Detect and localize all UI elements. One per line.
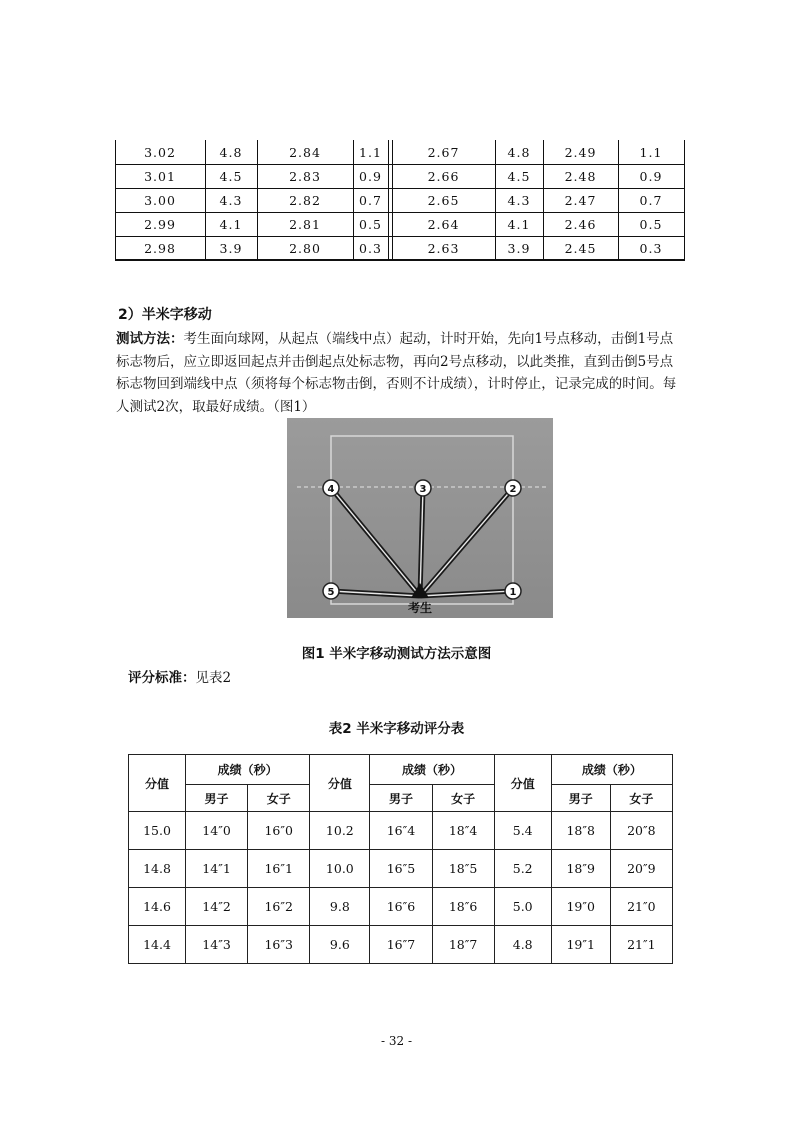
table-row (115, 188, 685, 212)
top-score-table (115, 140, 685, 260)
table-cell: 19″0 (551, 888, 610, 926)
table-cell: 4.5 (219, 169, 243, 184)
figure-caption: 图1 半米字移动测试方法示意图 (301, 646, 492, 662)
scoring-text: 见表2 (195, 670, 232, 686)
header-male: 男子 (185, 785, 247, 812)
table-cell: 14.6 (129, 888, 186, 926)
table-cell: 0.5 (359, 217, 382, 232)
page-number: - 32 - (380, 1034, 412, 1048)
table-row (129, 926, 673, 964)
table-cell: 5.0 (494, 888, 551, 926)
header-female: 女子 (248, 785, 310, 812)
movement-diagram (287, 418, 553, 618)
test-method-text: 考生面向球网，从起点（端线中点）起动，计时开始，先向1号点移动，击倒1号点标志物后，应立即返回起点并击倒起点处标志物，再向2号点移动，以此类推，直到击倒5号点标志物回到端线中点（须将每个标志物击倒，否则不计成绩），计时停止，记录完成的时间。每人测试2次，取最好成绩。（图1） (116, 331, 677, 415)
table-cell: 1.1 (359, 145, 382, 160)
table-cell: 14.4 (129, 926, 186, 964)
header-score: 分值 (494, 755, 551, 812)
subheader-row (129, 785, 673, 812)
header-score: 分值 (129, 755, 186, 812)
point-4-label: 4 (327, 484, 335, 495)
table-cell: 2.45 (564, 241, 597, 256)
table-cell: 0.9 (639, 169, 663, 184)
point-5-marker (323, 583, 339, 599)
table-cell: 2.46 (564, 217, 597, 232)
table-cell: 16″0 (248, 812, 310, 850)
point-4-marker (323, 480, 339, 496)
start-label: 考生 (407, 601, 433, 615)
table-cell: 2.99 (144, 217, 176, 232)
table-cell: 2.64 (427, 217, 460, 232)
scoring-label: 评分标准： (128, 670, 196, 686)
header-male: 男子 (551, 785, 610, 812)
test-method-paragraph (116, 328, 686, 418)
table-cell: 20″8 (610, 812, 672, 850)
table-cell: 3.00 (144, 193, 176, 208)
table-cell: 14″3 (185, 926, 247, 964)
point-3-label: 3 (419, 484, 427, 495)
table-cell: 4.8 (507, 145, 531, 160)
table-cell: 19″1 (551, 926, 610, 964)
point-3-marker (415, 480, 431, 496)
table-cell: 4.3 (219, 193, 243, 208)
table-cell: 4.3 (507, 193, 531, 208)
table-cell: 5.4 (494, 812, 551, 850)
table-cell: 2.48 (564, 169, 597, 184)
scoring-standard (128, 666, 231, 686)
table-cell: 0.3 (359, 241, 382, 256)
table-cell: 16″4 (370, 812, 432, 850)
test-method-label: 测试方法： (116, 331, 184, 347)
score-table (128, 754, 673, 964)
table-cell: 10.0 (310, 850, 370, 888)
table-row (129, 888, 673, 926)
table-cell: 14.8 (129, 850, 186, 888)
table-cell: 18″7 (432, 926, 494, 964)
table-cell: 2.83 (289, 169, 321, 184)
table-cell: 0.7 (639, 193, 663, 208)
table-cell: 4.1 (219, 217, 243, 232)
table-row (129, 812, 673, 850)
table-title: 表2 半米字移动评分表 (328, 721, 465, 737)
table-cell: 3.02 (144, 145, 176, 160)
table-cell: 4.8 (494, 926, 551, 964)
point-5-label: 5 (327, 587, 335, 598)
table-cell: 9.8 (310, 888, 370, 926)
table-cell: 18″5 (432, 850, 494, 888)
table-cell: 2.81 (289, 217, 321, 232)
table-cell: 21″0 (610, 888, 672, 926)
table-cell: 2.63 (427, 241, 460, 256)
table-cell: 14″0 (185, 812, 247, 850)
table-cell: 0.9 (359, 169, 382, 184)
table-cell: 2.98 (144, 241, 176, 256)
table-cell: 2.84 (289, 145, 321, 160)
table-cell: 3.9 (507, 241, 531, 256)
header-male: 男子 (370, 785, 432, 812)
header-result: 成绩（秒） (551, 755, 672, 785)
table-cell: 2.80 (289, 241, 321, 256)
table-cell: 5.2 (494, 850, 551, 888)
table-cell: 2.49 (564, 145, 597, 160)
table-cell: 18″6 (432, 888, 494, 926)
table-cell: 0.5 (639, 217, 663, 232)
table-cell: 0.3 (639, 241, 663, 256)
section-heading: 2）半米字移动 (118, 307, 212, 323)
table-row (115, 236, 685, 260)
table-cell: 14″2 (185, 888, 247, 926)
table-cell: 16″5 (370, 850, 432, 888)
table-cell: 3.9 (219, 241, 243, 256)
table-cell: 16″2 (248, 888, 310, 926)
table-cell: 18″4 (432, 812, 494, 850)
table-row (129, 850, 673, 888)
table-cell: 21″1 (610, 926, 672, 964)
table-cell: 3.01 (144, 169, 176, 184)
table-cell: 16″7 (370, 926, 432, 964)
table-cell: 16″1 (248, 850, 310, 888)
table-cell: 2.47 (564, 193, 597, 208)
table-cell: 4.5 (507, 169, 531, 184)
point-2-marker (505, 480, 521, 496)
point-1-marker (505, 583, 521, 599)
point-2-label: 2 (509, 484, 517, 495)
table-cell: 14″1 (185, 850, 247, 888)
table-row (115, 212, 685, 236)
table-cell: 20″9 (610, 850, 672, 888)
header-result: 成绩（秒） (185, 755, 309, 785)
header-score: 分值 (310, 755, 370, 812)
table-cell: 2.82 (289, 193, 321, 208)
table-cell: 10.2 (310, 812, 370, 850)
table-cell: 15.0 (129, 812, 186, 850)
table-cell: 4.8 (219, 145, 243, 160)
header-female: 女子 (432, 785, 494, 812)
header-result: 成绩（秒） (370, 755, 494, 785)
table-cell: 18″9 (551, 850, 610, 888)
table-cell: 2.67 (427, 145, 460, 160)
table-cell: 2.66 (427, 169, 460, 184)
table-cell: 18″8 (551, 812, 610, 850)
table-cell: 4.1 (507, 217, 531, 232)
table-cell: 2.65 (427, 193, 460, 208)
table-row (115, 164, 685, 188)
table-cell: 0.7 (359, 193, 382, 208)
table-row (115, 140, 685, 164)
table-cell: 16″3 (248, 926, 310, 964)
table-cell: 16″6 (370, 888, 432, 926)
header-row (129, 755, 673, 785)
header-female: 女子 (610, 785, 672, 812)
table-cell: 9.6 (310, 926, 370, 964)
table-cell: 1.1 (639, 145, 663, 160)
point-1-label: 1 (509, 587, 517, 598)
